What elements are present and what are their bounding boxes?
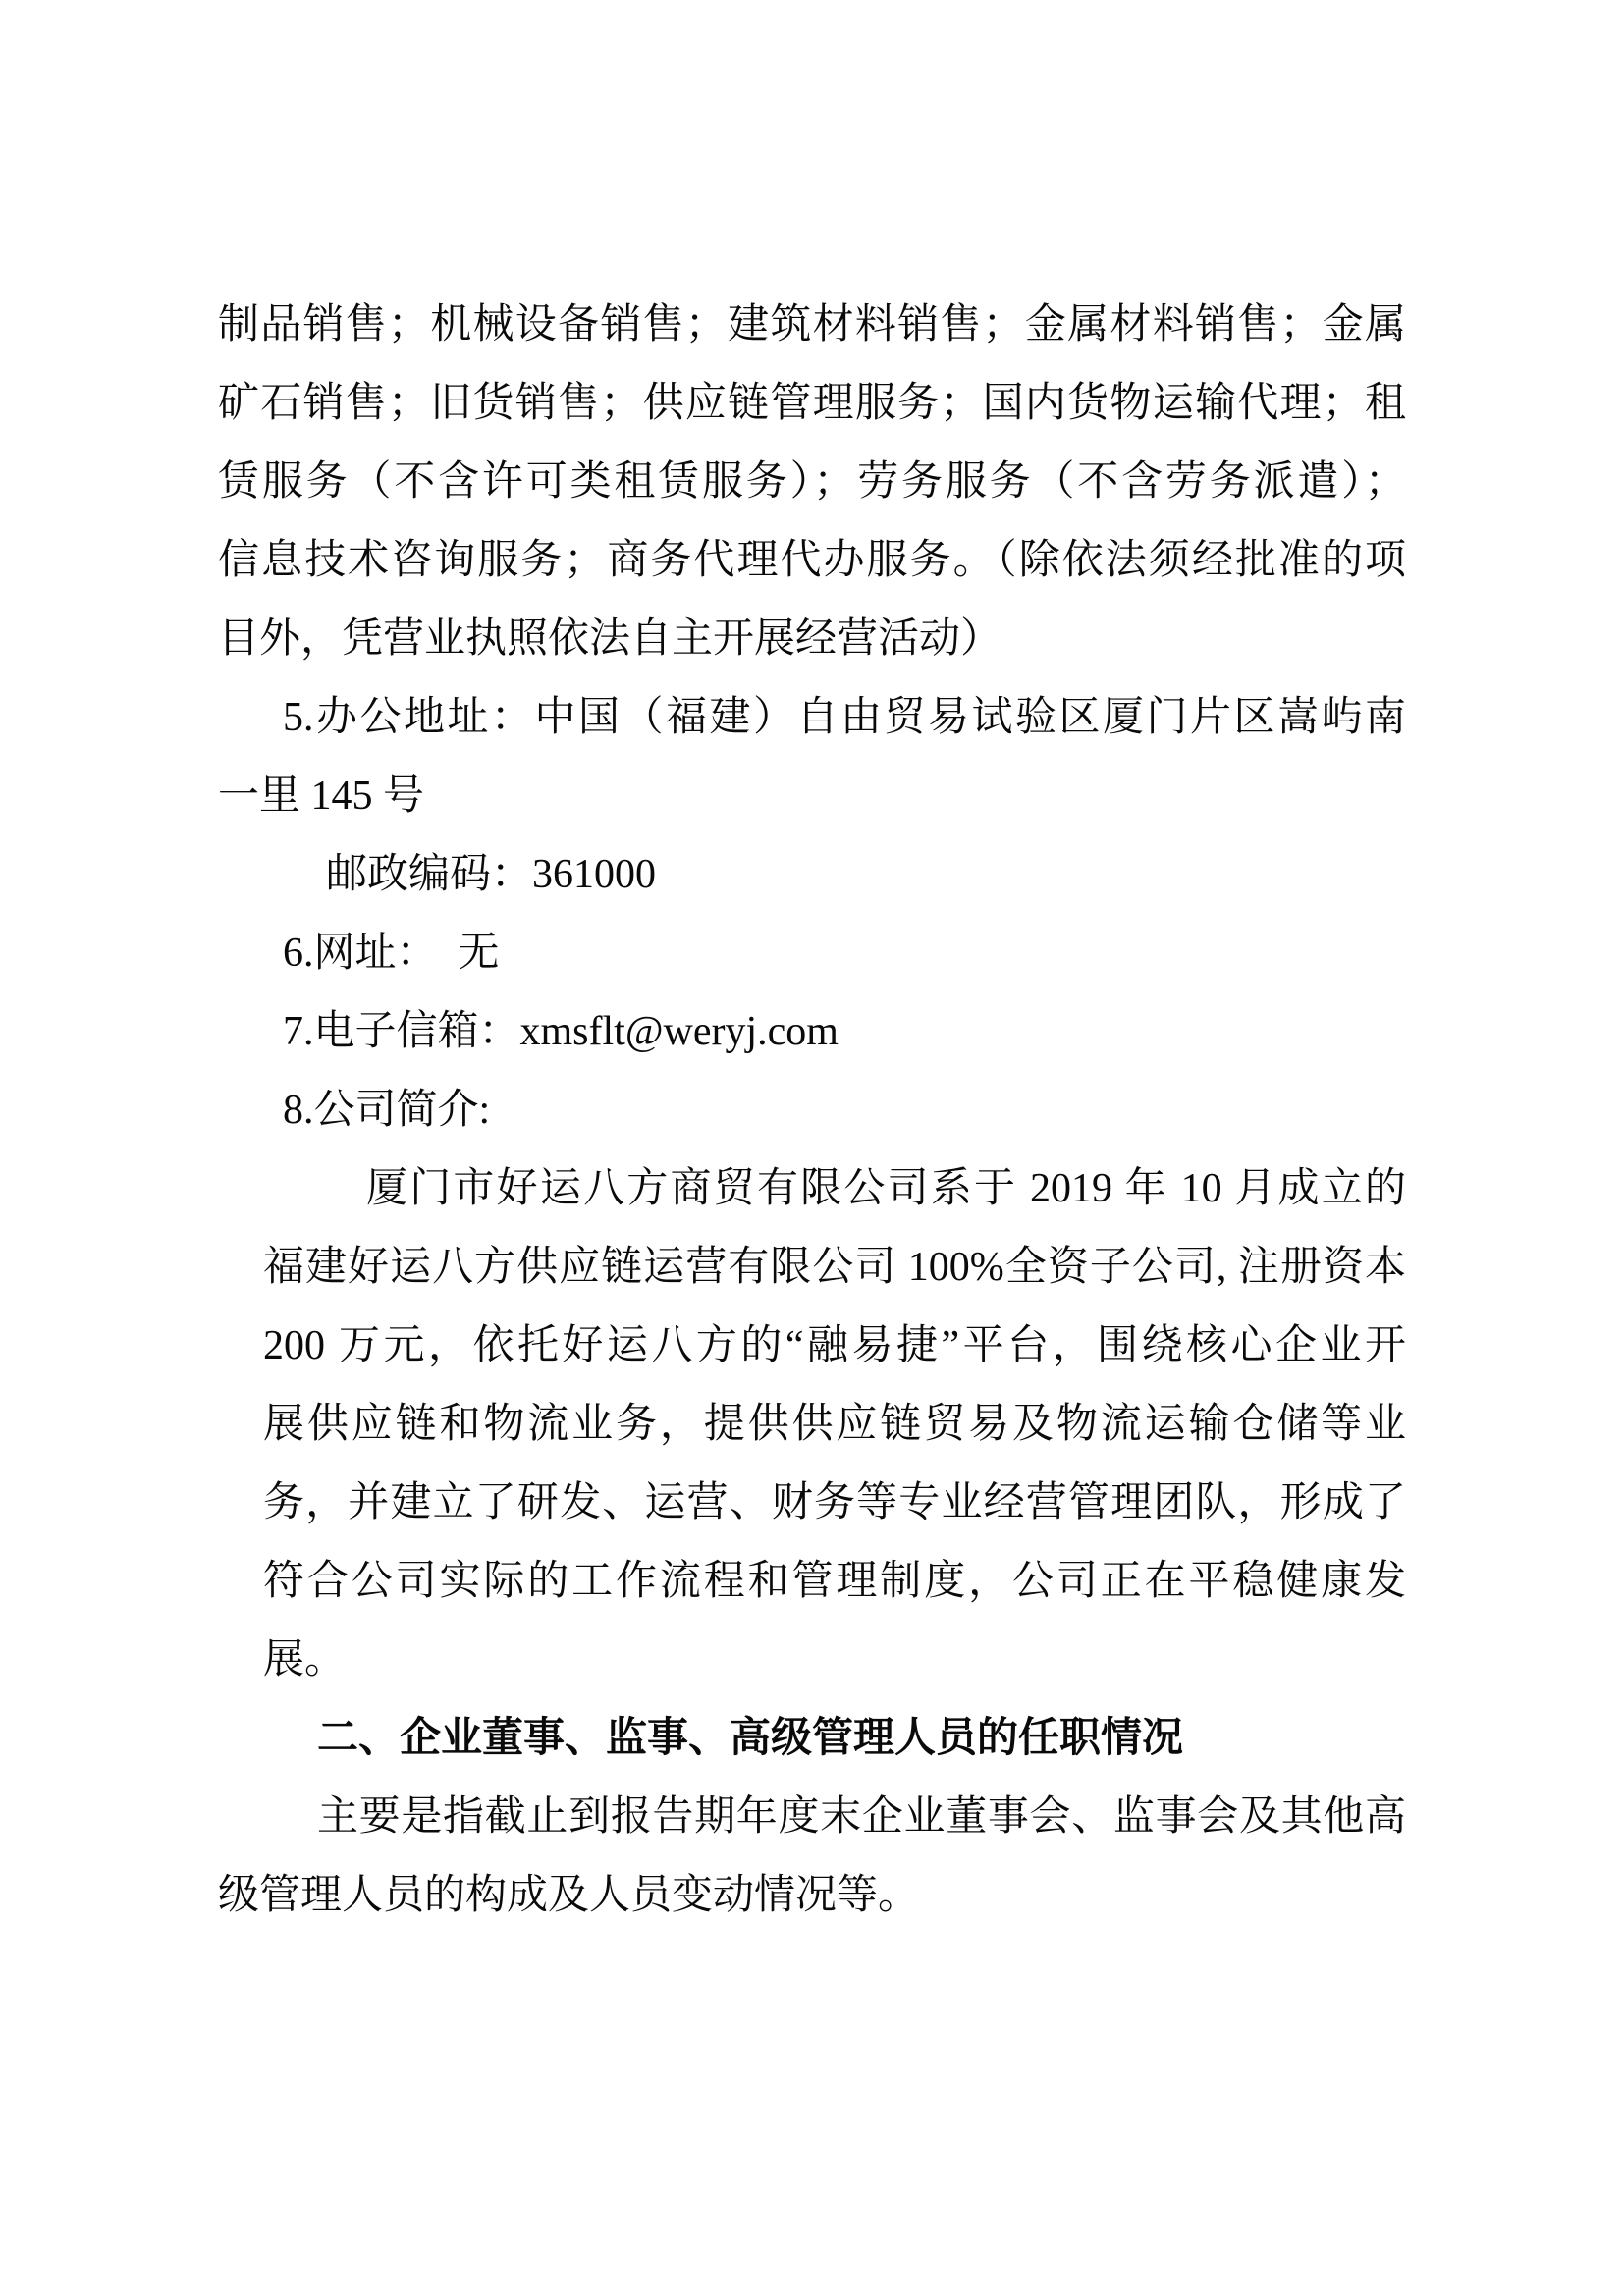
text-line: 矿石销售；旧货销售；供应链管理服务；国内货物运输代理；租 xyxy=(218,381,1406,426)
text-line: 务，并建立了研发、运营、财务等专业经营管理团队，形成了 xyxy=(263,1480,1406,1525)
text-line: 8.公司简介: xyxy=(283,1088,491,1133)
text-line: 展。 xyxy=(263,1637,347,1682)
section-heading: 二、企业董事、监事、高级管理人员的任职情况 xyxy=(317,1716,1184,1761)
text-line: 赁服务（不含许可类租赁服务）；劳务服务（不含劳务派遣）； xyxy=(218,459,1406,505)
text-line: 主要是指截止到报告期年度末企业董事会、监事会及其他高 xyxy=(317,1794,1406,1840)
text-line: 厦门市好运八方商贸有限公司系于 2019 年 10 月成立的 xyxy=(366,1166,1406,1211)
text-line: 邮政编码：361000 xyxy=(326,852,657,897)
text-block xyxy=(218,286,1406,1935)
text-line: 信息技术咨询服务；商务代理代办服务。（除依法须经批准的项 xyxy=(218,538,1406,583)
text-line: 制品销售；机械设备销售；建筑材料销售；金属材料销售；金属 xyxy=(218,302,1406,347)
text-line: 6.网址： 无 xyxy=(283,931,500,976)
text-line: 5.办公地址：中国（福建）自由贸易试验区厦门片区嵩屿南 xyxy=(283,695,1406,740)
text-line: 200 万元，依托好运八方的“融易捷”平台，围绕核心企业开 xyxy=(263,1323,1406,1368)
text-line: 福建好运八方供应链运营有限公司 100%全资子公司, 注册资本 xyxy=(263,1245,1406,1290)
text-line: 7.电子信箱：xmsflt@weryj.com xyxy=(283,1009,839,1054)
text-line: 展供应链和物流业务，提供供应链贸易及物流运输仓储等业 xyxy=(263,1402,1406,1447)
text-line: 级管理人员的构成及人员变动情况等。 xyxy=(218,1873,920,1918)
text-line: 符合公司实际的工作流程和管理制度，公司正在平稳健康发 xyxy=(263,1559,1406,1604)
text-line: 目外，凭营业执照依法自主开展经营活动） xyxy=(218,616,1002,662)
text-line: 一里 145 号 xyxy=(218,774,425,819)
